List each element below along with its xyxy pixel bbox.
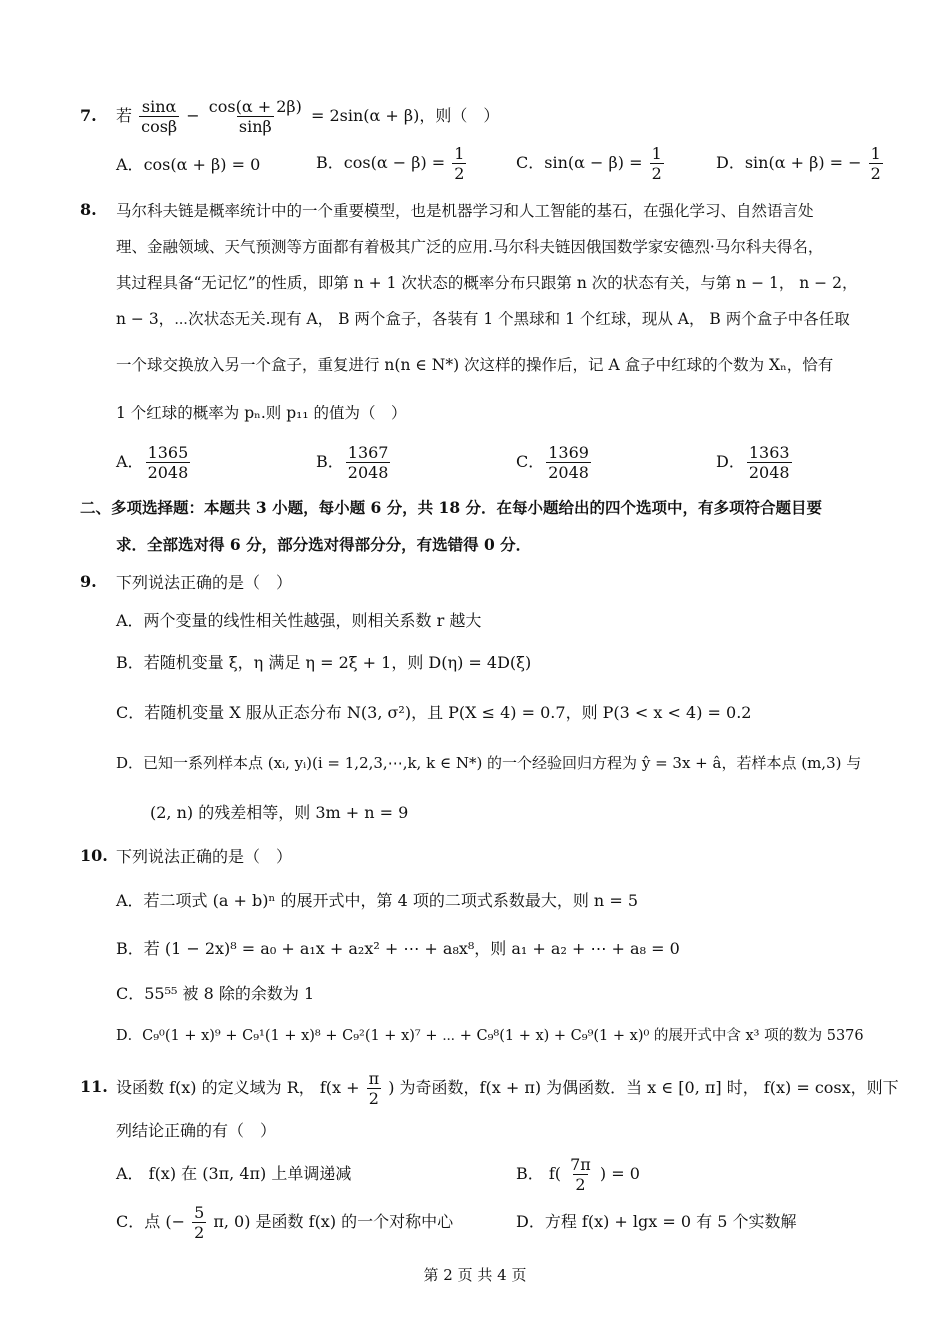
q10-number: 10. (80, 846, 108, 865)
q7-number: 7. (80, 106, 97, 125)
q10-option-a: A．若二项式 (a + b)ⁿ 的展开式中，第 4 项的二项式系数最大，则 n = 5 (116, 891, 638, 910)
section2-heading-line-1: 二、多项选择题：本题共 3 小题，每小题 6 分，共 18 分．在每小题给出的四个选项中，有多项符合题目要 (80, 498, 823, 517)
q7-option-c: C．sin(α − β) = $\frac{1}{2}$ (516, 144, 662, 183)
q7-option-b: B．cos(α − β) = $\frac{1}{2}$ (316, 144, 465, 183)
q8-number: 8. (80, 200, 97, 219)
q8-option-c: C． $\frac{1369}{2048}$ (516, 443, 589, 482)
page-footer: 第 2 页 共 4 页 (423, 1266, 527, 1284)
q8-line-5: 一个球交换放入另一个盒子，重复进行 n(n ∈ N*) 次这样的操作后，记 A 盒子中红球的个数为 Xₙ，恰有 (116, 356, 834, 374)
section2-heading-line-2: 求．全部选对得 6 分，部分选对得部分分，有选错得 0 分． (116, 535, 532, 554)
q7-fraction-2: $\frac{\cos(\alpha + 2\beta)}{\sin\beta}$ (208, 97, 302, 136)
q11-stem-line-1: 设函数 f(x) 的定义域为 R， f(x + $\frac{\pi}{2}$ ) 为奇函数，f(x + π) 为偶函数．当 x ∈ [0, π] 时， f(x) = cosx，则下 (116, 1069, 899, 1108)
q9-option-b: B．若随机变量 ξ，η 满足 η = 2ξ + 1，则 D(η) = 4D(ξ) (116, 653, 532, 672)
q7-fraction-1: $\frac{\sin\alpha}{\cos\beta}$ (141, 97, 178, 136)
q9-option-c: C．若随机变量 X 服从正态分布 N(3, σ²)，且 P(X ≤ 4) = 0.7，则 P(3 < x < 4) = 0.2 (116, 703, 752, 722)
q9-option-d-line-1: D．已知一系列样本点 (xᵢ, yᵢ)(i = 1,2,3,⋯,k, k ∈ N*) 的一个经验回归方程为 ŷ = 3x + â，若样本点 (m,3) 与 (116, 754, 862, 772)
q7-tail: = 2sin(α + β)，则（ ） (310, 106, 500, 125)
q8-line-4: n − 3，⋯次状态无关.现有 A， B 两个盒子，各装有 1 个黑球和 1 个红球，现从 A， B 两个盒子中各任取 (116, 310, 850, 328)
q9-option-d-line-2: (2, n) 的残差相等，则 3m + n = 9 (150, 803, 409, 822)
q7-lead: 若 (116, 106, 133, 125)
q7-option-d: D．sin(α + β) = − $\frac{1}{2}$ (716, 144, 881, 183)
q8-line-3: 其过程具备“无记忆”的性质，即第 n + 1 次状态的概率分布只跟第 n 次的状态有关，与第 n − 1， n − 2， (116, 274, 858, 292)
q10-option-d: D．C₉⁰(1 + x)⁹ + C₉¹(1 + x)⁸ + C₉²(1 + x)⁷ + ⋯ + C₉⁸(1 + x) + C₉⁹(1 + x)⁰ 的展开式中含 x³ 项的数为 5376 (116, 1028, 864, 1044)
q10-stem: 下列说法正确的是（ ） (116, 847, 293, 866)
q11-option-d: D．方程 f(x) + lgx = 0 有 5 个实数解 (516, 1212, 797, 1231)
q7-option-a: A．cos(α + β) = 0 (116, 155, 261, 174)
q8-option-d: D． $\frac{1363}{2048}$ (716, 443, 790, 482)
q8-line-1: 马尔科夫链是概率统计中的一个重要模型，也是机器学习和人工智能的基石，在强化学习、自然语言处 (116, 202, 814, 220)
q7-stem: 若 $\frac{\sin\alpha}{\cos\beta}$ − $\frac{\cos(\alpha + 2\beta)}{\sin\beta}$ = 2sin(α + β)，则（ ） (116, 97, 500, 136)
q8-option-a: A． $\frac{1365}{2048}$ (116, 443, 189, 482)
q11-number: 11. (80, 1077, 108, 1096)
q11-stem-line-2: 列结论正确的有（ ） (116, 1121, 277, 1140)
q8-option-b: B． $\frac{1367}{2048}$ (316, 443, 389, 482)
q10-option-b: B．若 (1 − 2x)⁸ = a₀ + a₁x + a₂x² + ⋯ + a₈x⁸，则 a₁ + a₂ + ⋯ + a₈ = 0 (116, 939, 680, 958)
q11-option-b: B． f( $\frac{7\pi}{2}$ ) = 0 (516, 1155, 640, 1194)
q8-line-6: 1 个红球的概率为 pₙ.则 p₁₁ 的值为（ ） (116, 404, 407, 422)
q11-option-c: C．点 (− $\frac{5}{2}$ π, 0) 是函数 f(x) 的一个对称中心 (116, 1203, 454, 1242)
q9-stem: 下列说法正确的是（ ） (116, 573, 293, 592)
q10-option-c: C．55⁵⁵ 被 8 除的余数为 1 (116, 984, 315, 1003)
q11-stem-fraction: $\frac{\pi}{2}$ (368, 1069, 380, 1108)
q11-option-a: A． f(x) 在 (3π, 4π) 上单调递减 (116, 1164, 352, 1183)
q9-option-a: A．两个变量的线性相关性越强，则相关系数 r 越大 (116, 611, 482, 630)
q8-line-2: 理、金融领域、天气预测等方面都有着极其广泛的应用.马尔科夫链因俄国数学家安德烈·马尔科夫得名， (116, 238, 824, 256)
q9-number: 9. (80, 572, 97, 591)
